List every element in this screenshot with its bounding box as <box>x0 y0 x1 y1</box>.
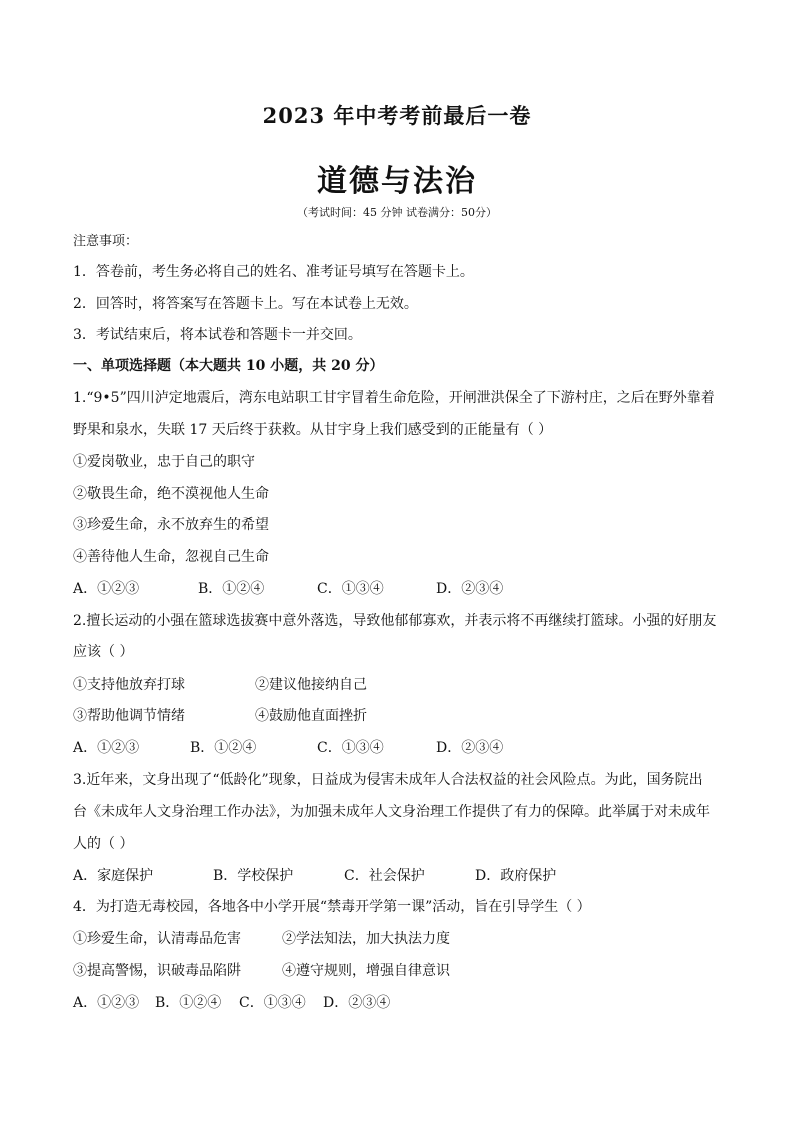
exam-info: （考试时间：45 分钟 试卷满分：50分） <box>297 206 497 219</box>
q1-stem-line1: 1.“9•5”四川泸定地震后，湾东电站职工甘宇冒着生命危险，开闸泄洪保全了下游村庄，之后在野外靠着 <box>73 390 715 406</box>
q1-option-a: A．①②③ <box>73 581 140 597</box>
notes-heading: 注意事项： <box>73 234 139 249</box>
q3-option-b: B．学校保护 <box>213 868 294 884</box>
q2-option-b: B．①②④ <box>190 740 257 756</box>
q2-statement-2: ②建议他接纳自己 <box>255 677 367 693</box>
q1-statement-2: ②敬畏生命，绝不漠视他人生命 <box>73 486 269 502</box>
q4-option-b: B．①②④ <box>155 995 222 1011</box>
q1-option-d: D．②③④ <box>436 581 504 597</box>
q4-statement-2: ②学法知法，加大执法力度 <box>282 931 450 947</box>
note-item-2: 2．回答时，将答案写在答题卡上。写在本试卷上无效。 <box>73 296 418 312</box>
q1-statement-3: ③珍爱生命，永不放弃生的希望 <box>73 517 269 533</box>
q3-option-d: D．政府保护 <box>475 868 557 884</box>
q1-option-c: C．①③④ <box>317 581 384 597</box>
q4-stem-line1: 4．为打造无毒校园，各地各中小学开展“禁毒开学第一课”活动，旨在引导学生（ ） <box>73 899 591 915</box>
q3-option-c: C．社会保护 <box>344 868 425 884</box>
q1-statement-4: ④善待他人生命，忽视自己生命 <box>73 549 269 565</box>
q3-stem-line2: 台《未成年人文身治理工作办法》，为加强未成年人文身治理工作提供了有力的保障。此举属于对未成年 <box>73 804 710 820</box>
q4-statement-3: ③提高警惕，识破毒品陷阱 <box>73 963 241 979</box>
note-item-3: 3．考试结束后，将本试卷和答题卡一并交回。 <box>73 327 362 343</box>
q1-stem-line2: 野果和泉水，失联 17 天后终于获救。从甘宇身上我们感受到的正能量有（ ） <box>73 422 553 438</box>
q2-statement-4: ④鼓励他直面挫折 <box>255 708 367 724</box>
note-item-1: 1．答卷前，考生务必将自己的姓名、准考证号填写在答题卡上。 <box>73 264 474 280</box>
q2-stem-line2: 应该（ ） <box>73 644 134 660</box>
q1-statement-1: ①爱岗敬业，忠于自己的职守 <box>73 454 255 470</box>
exam-title: 2023 年中考考前最后一卷 <box>262 103 532 128</box>
q2-statement-3: ③帮助他调节情绪 <box>73 708 185 724</box>
q2-stem-line1: 2.擅长运动的小强在篮球选拔赛中意外落选，导致他郁郁寡欢，并表示将不再继续打篮球。小强的好朋友 <box>73 613 717 629</box>
q4-statement-1: ①珍爱生命，认清毒品危害 <box>73 931 241 947</box>
q3-option-a: A．家庭保护 <box>73 868 154 884</box>
q2-option-d: D．②③④ <box>436 740 504 756</box>
q4-option-a: A．①②③ <box>73 995 140 1011</box>
section-heading: 一、单项选择题（本大题共 10 小题，共 20 分） <box>73 358 384 374</box>
subject-title: 道德与法治 <box>317 164 477 199</box>
q2-statement-1: ①支持他放弃打球 <box>73 677 185 693</box>
q4-option-c: C．①③④ <box>239 995 306 1011</box>
q4-option-d: D．②③④ <box>323 995 391 1011</box>
q4-statement-4: ④遵守规则，增强自律意识 <box>282 963 450 979</box>
q1-option-b: B．①②④ <box>198 581 265 597</box>
q3-stem-line3: 人的（ ） <box>73 836 134 852</box>
q3-stem-line1: 3.近年来，文身出现了“低龄化”现象，日益成为侵害未成年人合法权益的社会风险点。为此，国务院出 <box>73 772 703 788</box>
q2-option-c: C．①③④ <box>317 740 384 756</box>
q2-option-a: A．①②③ <box>73 740 140 756</box>
